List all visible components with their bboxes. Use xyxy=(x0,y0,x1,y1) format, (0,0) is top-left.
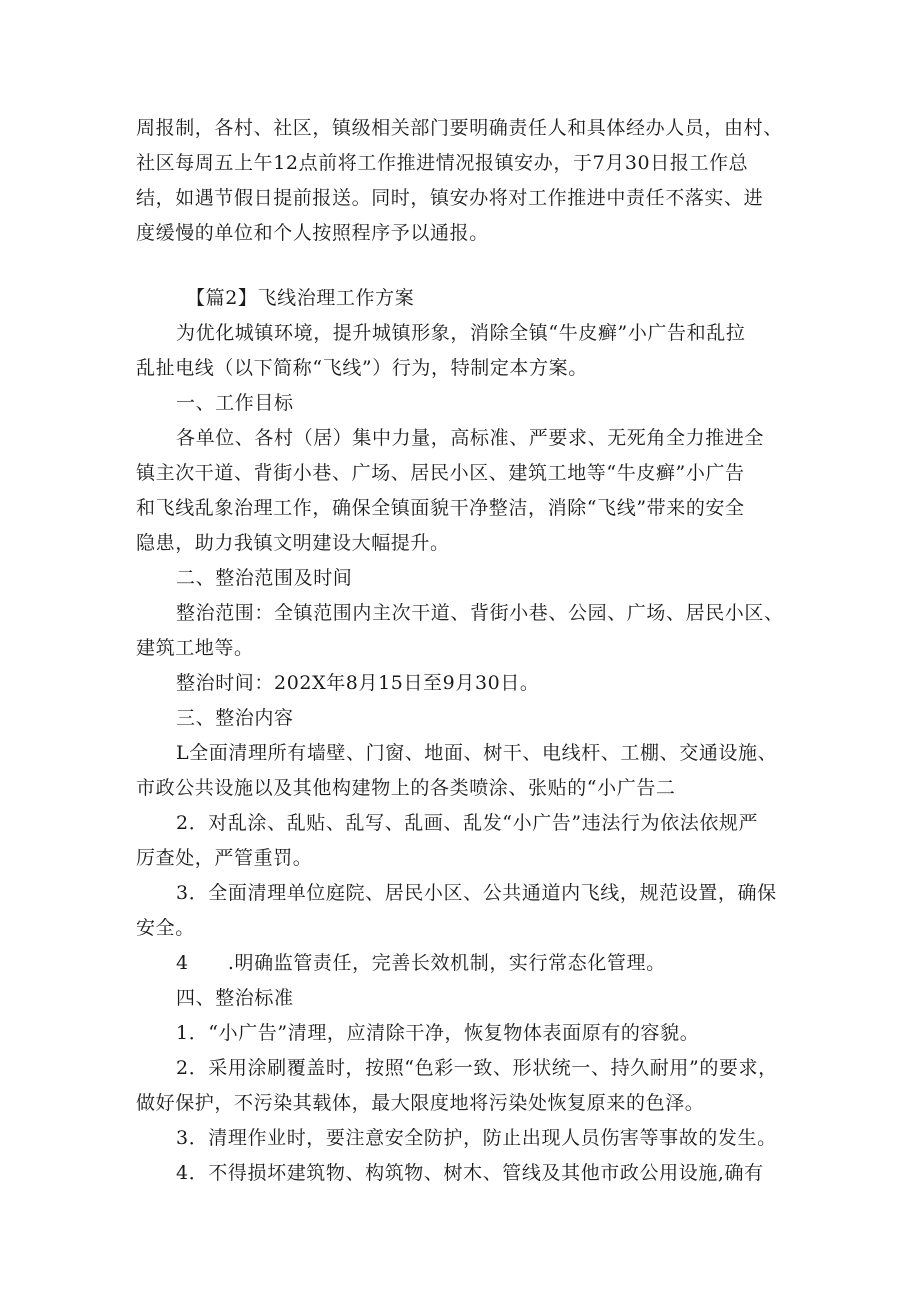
heading-work-goal: 一、工作目标 xyxy=(176,392,294,414)
heading-scope-time: 二、整治范围及时间 xyxy=(176,567,353,589)
paragraph-line: 3．清理作业时，要注意安全防护，防止出现人员伤害等事故的发生。 xyxy=(176,1127,777,1149)
paragraph-line: 各单位、各村（居）集中力量，高标准、严要求、无死角全力推进全 xyxy=(176,427,765,449)
paragraph-line: 安全。 xyxy=(136,917,195,939)
paragraph-line: 乱扯电线（以下简称“飞线”）行为，特制定本方案。 xyxy=(136,357,588,379)
paragraph-line: 结，如遇节假日提前报送。同时，镇安办将对工作推进中责任不落实、进 xyxy=(136,187,764,209)
paragraph-line: 1．“小广告”清理，应清除干净，恢复物体表面原有的容貌。 xyxy=(176,1022,700,1044)
paragraph-line: 4 .明确监管责任，完善长效机制，实行常态化管理。 xyxy=(176,952,666,974)
paragraph-line: 社区每周五上午12点前将工作推进情况报镇安办，于7月30日报工作总 xyxy=(136,152,749,174)
paragraph-line: 隐患，助力我镇文明建设大幅提升。 xyxy=(136,532,450,554)
paragraph-line: 厉查处，严管重罚。 xyxy=(136,847,313,869)
paragraph-line: 4．不得损坏建筑物、构筑物、树木、管线及其他市政公用设施,确有 xyxy=(176,1162,764,1184)
heading-content: 三、整治内容 xyxy=(176,707,294,729)
heading-standards: 四、整治标准 xyxy=(176,987,294,1009)
paragraph-line: 和飞线乱象治理工作，确保全镇面貌干净整洁，消除“飞线”带来的安全 xyxy=(136,497,745,519)
paragraph-line: 为优化城镇环境，提升城镇形象，消除全镇“牛皮癣”小广告和乱拉 xyxy=(176,322,746,344)
paragraph-line: 整治时间：202X年8月15日至9月30日。 xyxy=(176,672,540,694)
section-heading: 【篇2】飞线治理工作方案 xyxy=(186,287,415,309)
paragraph-line: 3．全面清理单位庭院、居民小区、公共通道内飞线，规范设置，确保 xyxy=(176,882,777,904)
paragraph-line: 周报制，各村、社区，镇级相关部门要明确责任人和具体经办人员，由村、 xyxy=(136,117,783,139)
paragraph-line: 镇主次干道、背街小巷、广场、居民小区、建筑工地等“牛皮癣”小广告 xyxy=(136,462,745,484)
paragraph-line: 做好保护，不污染其载体，最大限度地将污染处恢复原来的色泽。 xyxy=(136,1092,705,1114)
paragraph-line: 2．对乱涂、乱贴、乱写、乱画、乱发“小广告”违法行为依法依规严 xyxy=(176,812,759,834)
paragraph-line: L全面清理所有墙壁、门窗、地面、树干、电线杆、工棚、交通设施、 xyxy=(176,742,778,764)
paragraph-line: 2．采用涂刷覆盖时，按照“色彩一致、形状统一、持久耐用”的要求， xyxy=(176,1057,778,1079)
paragraph-line: 市政公共设施以及其他构建物上的各类喷涂、张贴的“小广告二 xyxy=(136,777,676,799)
paragraph-line: 建筑工地等。 xyxy=(136,637,254,659)
paragraph-line: 度缓慢的单位和个人按照程序予以通报。 xyxy=(136,222,489,244)
paragraph-line: 整治范围：全镇范围内主次干道、背街小巷、公园、广场、居民小区、 xyxy=(176,602,784,624)
